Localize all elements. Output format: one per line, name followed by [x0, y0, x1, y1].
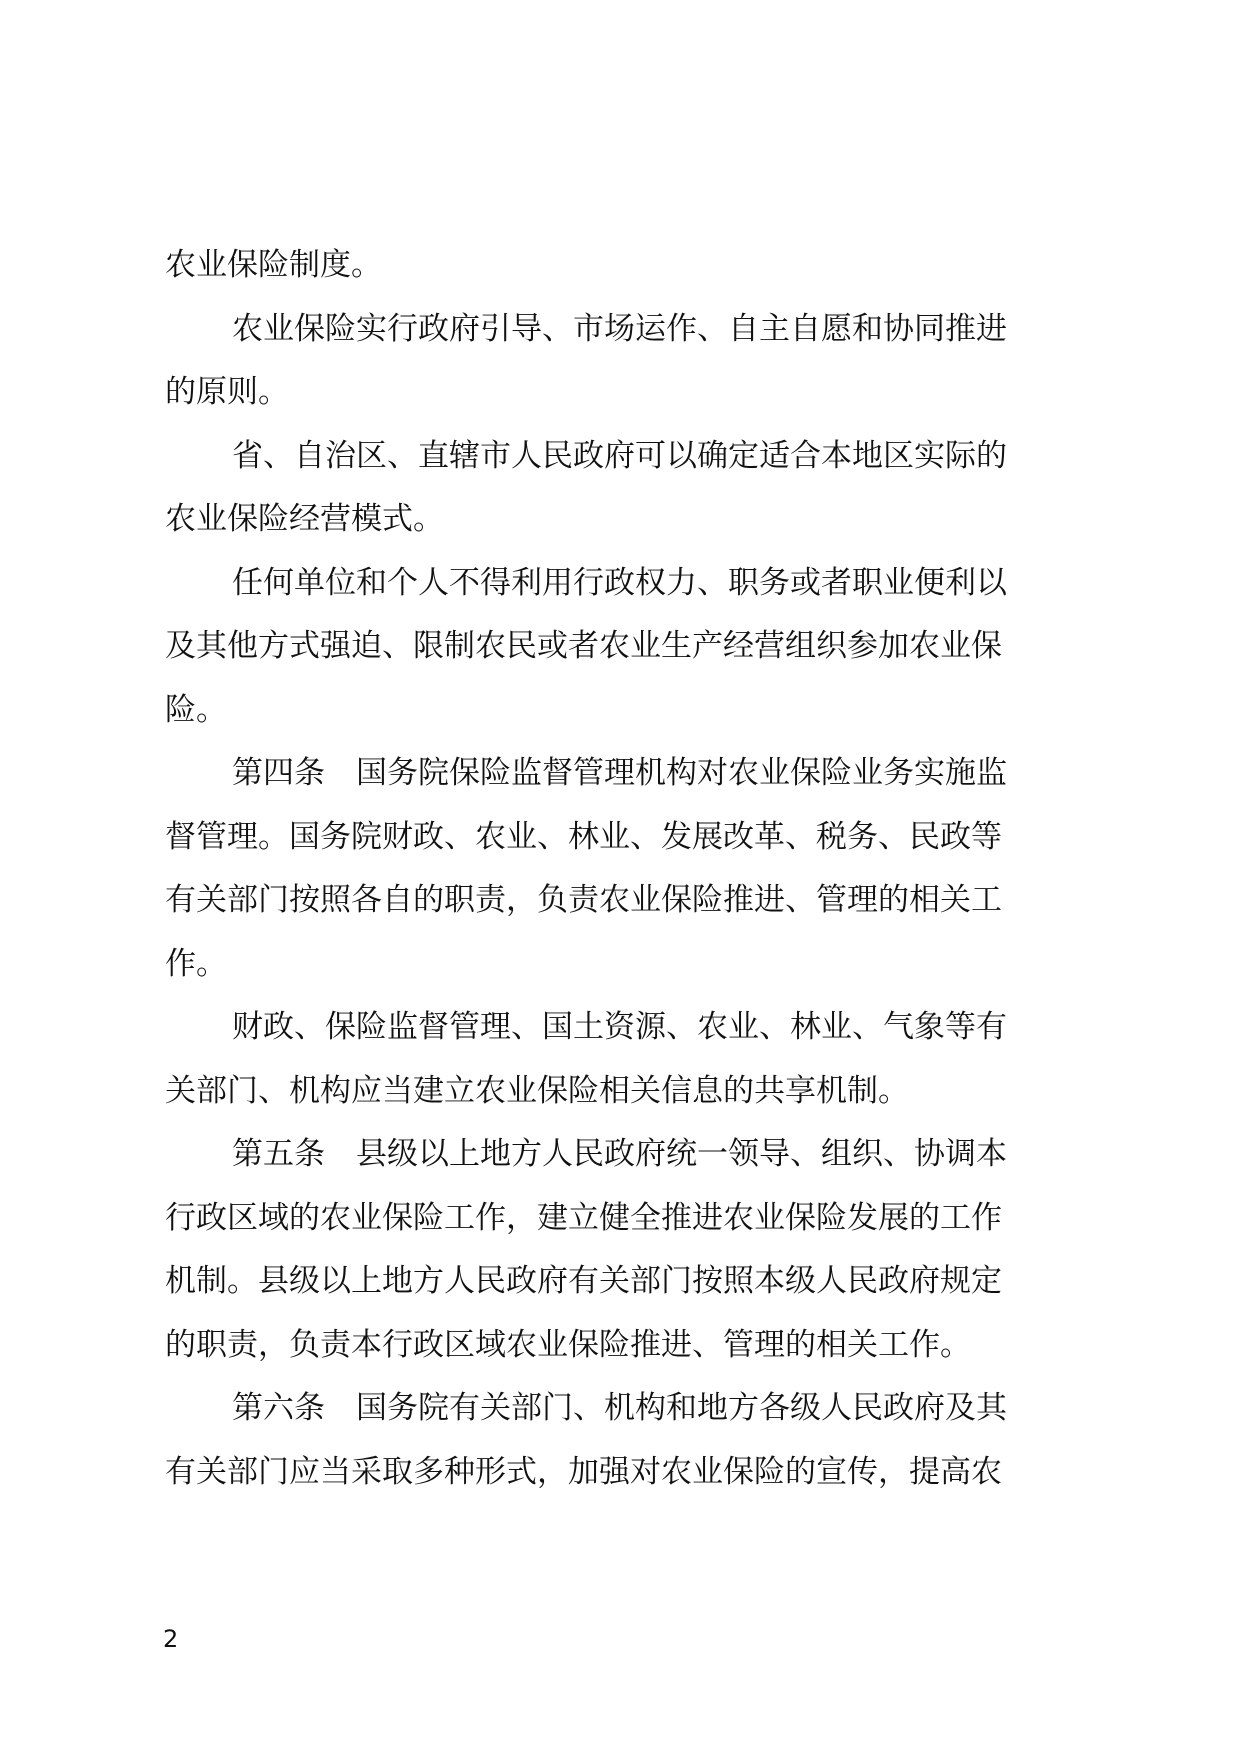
text-line: 险。: [165, 691, 227, 728]
text-line: 行政区域的农业保险工作，建立健全推进农业保险发展的工作: [165, 1199, 1002, 1236]
text-line: 第六条 国务院有关部门、机构和地方各级人民政府及其: [232, 1390, 1007, 1426]
body-text: [165, 234, 1085, 1504]
page-number: 2: [163, 1625, 179, 1653]
text-line: 农业保险实行政府引导、市场运作、自主自愿和协同推进: [232, 310, 1007, 347]
text-line: 农业保险经营模式。: [165, 501, 444, 537]
text-line: 关部门、机构应当建立农业保险相关信息的共享机制。: [165, 1072, 909, 1109]
text-line: 有关部门按照各自的职责，负责农业保险推进、管理的相关工: [165, 882, 1002, 918]
text-line: 第五条 县级以上地方人民政府统一领导、组织、协调本: [232, 1136, 1007, 1172]
text-line: 机制。县级以上地方人民政府有关部门按照本级人民政府规定: [165, 1263, 1002, 1299]
text-line: 任何单位和个人不得利用行政权力、职务或者职业便利以: [232, 564, 1007, 601]
text-line: 作。: [165, 945, 227, 982]
text-line: 及其他方式强迫、限制农民或者农业生产经营组织参加农业保: [165, 628, 1002, 664]
text-line: 督管理。国务院财政、农业、林业、发展改革、税务、民政等: [165, 818, 1002, 855]
text-line: 农业保险制度。: [165, 247, 382, 283]
text-line: 财政、保险监督管理、国土资源、农业、林业、气象等有: [232, 1009, 1007, 1045]
text-line: 省、自治区、直辖市人民政府可以确定适合本地区实际的: [232, 437, 1007, 474]
text-line: 有关部门应当采取多种形式，加强对农业保险的宣传，提高农: [165, 1453, 1002, 1490]
text-line: 的原则。: [165, 374, 289, 410]
text-line: 的职责，负责本行政区域农业保险推进、管理的相关工作。: [165, 1326, 971, 1363]
text-line: 第四条 国务院保险监督管理机构对农业保险业务实施监: [232, 755, 1007, 791]
